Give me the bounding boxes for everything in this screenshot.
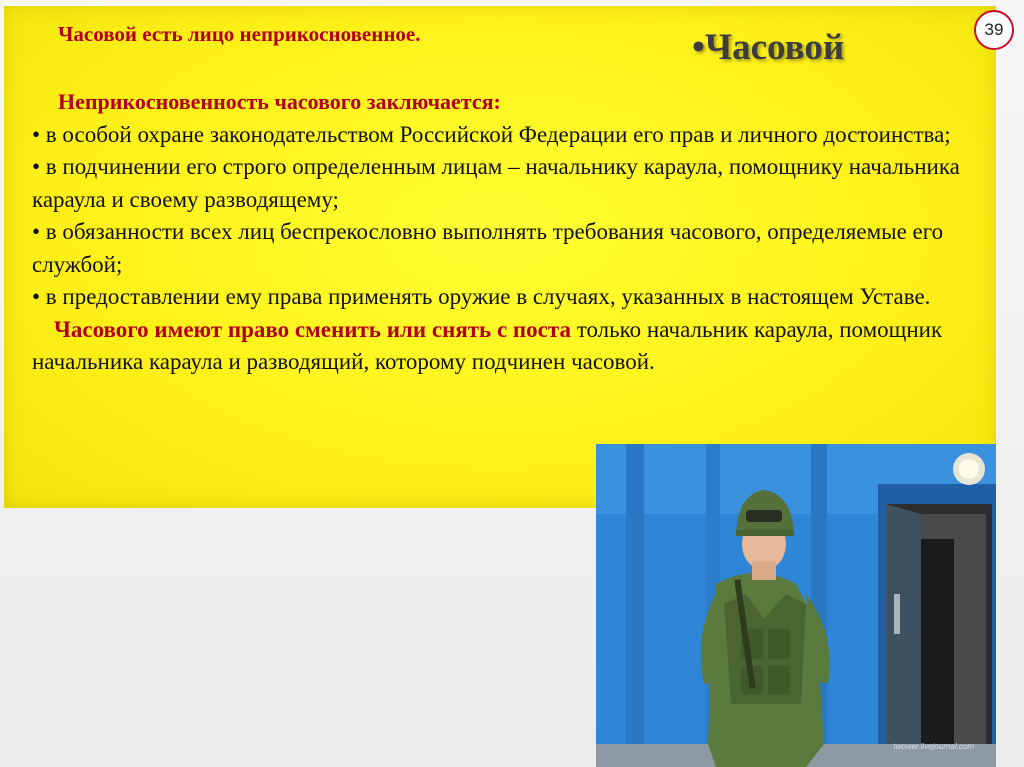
closing-paragraph — [32, 314, 987, 379]
bullet-item: • в подчинении его строго определенным лицам – начальнику караула, помощнику начальника караула и своему разводящему; — [32, 154, 960, 212]
bullet-item: • в особой охране законодательством Российской Федерации его прав и личного достоинства; — [32, 121, 951, 147]
sentry-photo-illustration — [596, 444, 996, 767]
body-text — [32, 86, 987, 379]
header-label: •Часовой — [692, 27, 845, 68]
page-number-badge: 39 — [974, 10, 1014, 50]
subheading: Неприкосновенность часового заключается: — [58, 89, 501, 114]
closing-black-text: только начальник караула, помощник начальника караула и разводящий, которому подчинен часовой. — [32, 316, 943, 374]
sentry-photo — [596, 444, 996, 767]
bullet-item: • в обязанности всех лиц беспрекословно выполнять требования часового, определяемые его службой; — [32, 219, 944, 277]
closing-red-text: Часового имеют право сменить или снять с поста — [54, 316, 571, 342]
bullet-item: • в предоставлении ему права применять оружие в случаях, указанных в настоящем Уставе. — [32, 284, 931, 309]
slide-title-line: Часовой есть лицо неприкосновенное. — [58, 22, 421, 46]
photo-watermark: twower.livejournal.com — [893, 742, 974, 751]
